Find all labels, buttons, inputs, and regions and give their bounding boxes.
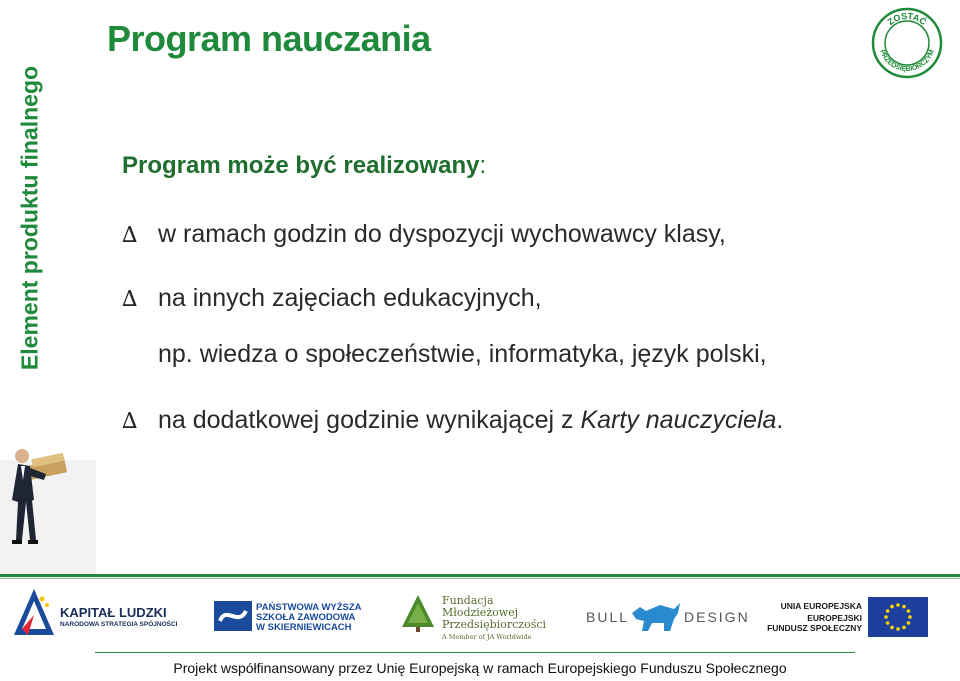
pwsz-line2: SZKOŁA ZAWODOWA xyxy=(256,612,356,623)
bullet-end: . xyxy=(776,406,784,434)
bullet-text: na dodatkowej godzinie wynikającej z xyxy=(158,406,581,434)
design-text: DESIGN xyxy=(684,609,750,625)
bullet-item xyxy=(122,220,726,249)
pwsz-logo xyxy=(214,585,364,641)
page-title: Program nauczania xyxy=(107,18,431,59)
pwsz-line1: PAŃSTWOWA WYŻSZA xyxy=(256,602,362,613)
side-title xyxy=(0,28,60,408)
kapital-ludzki-emblem-icon xyxy=(14,589,54,635)
fundacja-line1: Fundacja xyxy=(442,594,494,607)
footer-text: Projekt współfinansowany przez Unię Europejską w ramach Europejskiego Funduszu Społecznego xyxy=(173,660,787,676)
eu-flag-icon xyxy=(868,597,928,637)
partner-logos xyxy=(0,585,960,645)
bullet-text: w ramach godzin do dyspozycji wychowawcy klasy, xyxy=(158,220,726,248)
delta-bullet-icon: ∆ xyxy=(122,287,138,312)
bullet-text: na innych zajęciach edukacyjnych, xyxy=(158,284,542,312)
bull-text: BULL xyxy=(586,609,630,625)
kapital-ludzki-subtitle: NARODOWA STRATEGIA SPÓJNOŚCI xyxy=(60,621,178,628)
fundacja-line4: A Member of JA Worldwide xyxy=(442,633,532,641)
pwsz-emblem-icon xyxy=(214,601,252,631)
intro-text: Program może być realizowany xyxy=(122,152,480,179)
eu-line1: UNIA EUROPEJSKA xyxy=(780,601,862,611)
pwsz-line3: W SKIERNIEWICACH xyxy=(256,622,352,633)
footer-divider xyxy=(0,574,960,577)
fundacja-line2: Młodzieżowej xyxy=(442,606,519,619)
fundacja-tree-icon xyxy=(398,593,438,633)
eu-line3: FUNDUSZ SPOŁECZNY xyxy=(767,623,862,633)
stamp-top-text: ZOSTAĆ xyxy=(885,10,929,28)
kapital-ludzki-title: KAPITAŁ LUDZKI xyxy=(60,605,167,620)
intro-line xyxy=(122,152,486,180)
footer-divider-thin xyxy=(0,578,960,579)
eu-logo xyxy=(767,585,930,641)
eu-line2: EUROPEJSKI xyxy=(807,613,862,623)
bull-design-logo xyxy=(586,585,748,641)
businessman-illustration xyxy=(0,440,96,575)
sub-line: np. wiedza o społeczeństwie, informatyka, język polski, xyxy=(158,340,767,368)
stamp-logo xyxy=(871,7,943,79)
footer-rule xyxy=(95,652,855,653)
fundacja-logo xyxy=(398,585,548,641)
bull-icon xyxy=(630,599,682,635)
fundacja-line3: Przedsiębiorczości xyxy=(442,618,547,631)
side-title-text: Element produktu finalnego xyxy=(16,65,43,371)
kapital-ludzki-logo xyxy=(14,585,178,641)
bullet-italic-text: Karty nauczyciela xyxy=(580,406,777,434)
delta-bullet-icon: ∆ xyxy=(122,409,138,434)
intro-colon: : xyxy=(479,152,487,179)
delta-bullet-icon: ∆ xyxy=(122,223,138,248)
bullet-item xyxy=(122,284,542,313)
stamp-bottom-text: PRZEDSIĘBIORCZYM xyxy=(878,48,936,74)
bullet-item xyxy=(122,406,783,435)
